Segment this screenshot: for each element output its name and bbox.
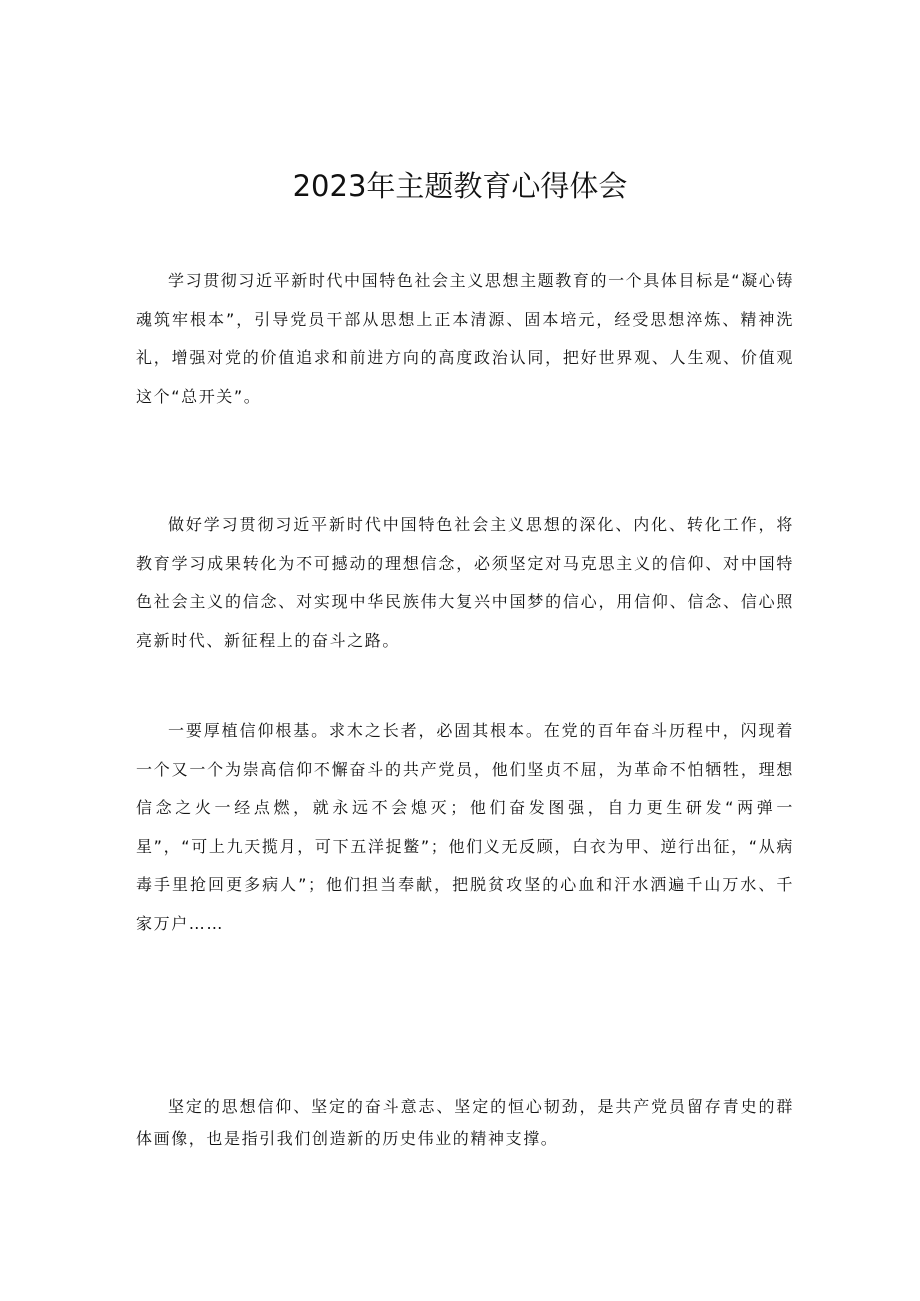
paragraph-1: 学习贯彻习近平新时代中国特色社会主义思想主题教育的一个具体目标是“凝心铸魂筑牢根本”，引导党员干部从思想上正本清源、固本培元，经受思想淬炼、精神洗礼，增强对党的价值追求和前进方向的高度政治认同，把好世界观、人生观、价值观这个“总开关”。	[136, 271, 794, 406]
paragraph-3: 一要厚植信仰根基。求木之长者，必固其根本。在党的百年奋斗历程中，闪现着一个又一个为崇高信仰不懈奋斗的共产党员，他们坚贞不屈，为革命不怕牺牲，理想信念之火一经点燃，就永远不会熄灭；他们奋发图强，自力更生研发“两弹一星”，“可上九天揽月，可下五洋捉鳖”；他们义无反顾，白衣为甲、逆行出征，“从病毒手里抢回更多病人”；他们担当奉献，把脱贫攻坚的心血和汗水洒遍千山万水、千家万户……	[136, 721, 794, 933]
paragraph-4: 坚定的思想信仰、坚定的奋斗意志、坚定的恒心韧劲，是共产党员留存青史的群体画像，也是指引我们创造新的历史伟业的精神支撑。	[136, 1097, 794, 1148]
document-title: 2023年主题教育心得体会	[292, 169, 628, 203]
paragraph-2: 做好学习贯彻习近平新时代中国特色社会主义思想的深化、内化、转化工作，将教育学习成果转化为不可撼动的理想信念，必须坚定对马克思主义的信仰、对中国特色社会主义的信念、对实现中华民族伟大复兴中国梦的信心，用信仰、信念、信心照亮新时代、新征程上的奋斗之路。	[136, 515, 794, 650]
